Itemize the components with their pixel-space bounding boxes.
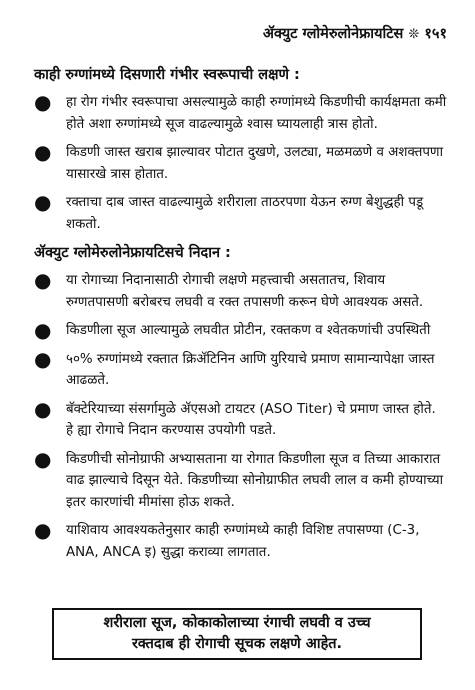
separator-icon: ❊ [408,27,420,42]
page-number: १५१ [424,26,447,42]
bullet-icon: ● [34,190,52,214]
list-item-text: या रोगाच्या निदानासाठी रोगाची लक्षणे महत्त्वाची असतातच, शिवाय रुग्णतपासणी बरोबरच लघवी व रक्त तपासणी करून घेणे आवश्यक असते. [66,273,424,310]
running-header [34,24,447,44]
list-item-text: किडणीला सूज आल्यामुळे लघवीत प्रोटीन, रक्तकण व श्वेतकणांची उपस्थिती [66,323,431,338]
list-item [34,270,447,313]
bullet-icon: ● [34,318,52,342]
callout-line-2: रक्तदाब ही रोगाची सूचक लक्षणे आहेत. [131,636,343,652]
list-item [34,192,447,235]
severe-symptoms-list [34,92,447,235]
list-item [34,346,447,392]
section-heading-severe-symptoms: काही रुग्णांमध्ये दिसणारी गंभीर स्वरूपाची लक्षणे : [34,67,300,83]
list-item-text: बॅक्टेरियाच्या संसर्गामुळे ॲएसओ टायटर (ASO Titer) चे प्रमाण जास्त होते. हे ह्या रोगाचे निदान करण्यास उपयोगी पडते. [66,401,436,438]
list-item-text: रक्ताचा दाब जास्त वाढल्यामुळे शरीराला ताठरपणा येऊन रुग्ण बेशुद्धही पडू शकतो. [66,195,424,232]
list-item-text: हा रोग गंभीर स्वरूपाचा असल्यामुळे काही रुग्णांमध्ये किडणीची कार्यक्षमता कमी होते अशा रुग्णांमध्ये सूज वाढल्यामुळे श्वास घ्यायलाही त्रास होतो. [66,95,447,132]
bullet-icon: ● [34,140,52,164]
list-item [34,92,447,135]
bullet-icon: ● [34,446,52,471]
list-item [34,446,447,514]
bullet-icon: ● [34,268,52,292]
list-item [34,142,447,185]
bullet-icon: ● [34,90,52,114]
bullet-icon: ● [34,346,52,371]
diagnosis-list [34,270,447,563]
list-item [34,320,447,342]
section-heading-diagnosis: ॲक्युट ग्लोमेरुलोनेफ्रायटिसचे निदान : [34,245,231,261]
bullet-icon: ● [34,518,52,542]
bullet-icon: ● [34,396,52,421]
list-item-text: किडणी जास्त खराब झाल्यावर पोटात दुखणे, उलट्या, मळमळणे व अशक्तपणा यासारखे त्रास होतात. [66,145,444,182]
running-header-title: ॲक्युट ग्लोमेरुलोनेफ्रायटिस [262,26,404,42]
list-item-text: याशिवाय आवश्यकतेनुसार काही रुग्णांमध्ये काही विशिष्ट तपासण्या (C-3, ANA, ANCA इ) सुद्धा कराव्या लागतात. [66,523,420,560]
list-item [34,520,447,563]
callout-line-1: शरीराला सूज, कोकाकोलाच्या रंगाची लघवी व उच्च [103,615,371,631]
summary-callout-box [52,608,422,660]
list-item [34,396,447,442]
list-item-text: ५०% रुग्णांमध्ये रक्तात क्रिॲटिनिन आणि युरियाचे प्रमाण सामान्यापेक्षा जास्त आढळते. [66,351,435,388]
list-item-text: किडणीची सोनोग्राफी अभ्यासताना या रोगात किडणीला सूज व तिच्या आकारात वाढ झाल्याचे दिसून येते. किडणीच्या सोनोग्राफीत लघवी लाल व कमी होण्याच्या इतर कारणांची मीमांसा होऊ शकते. [66,451,444,510]
